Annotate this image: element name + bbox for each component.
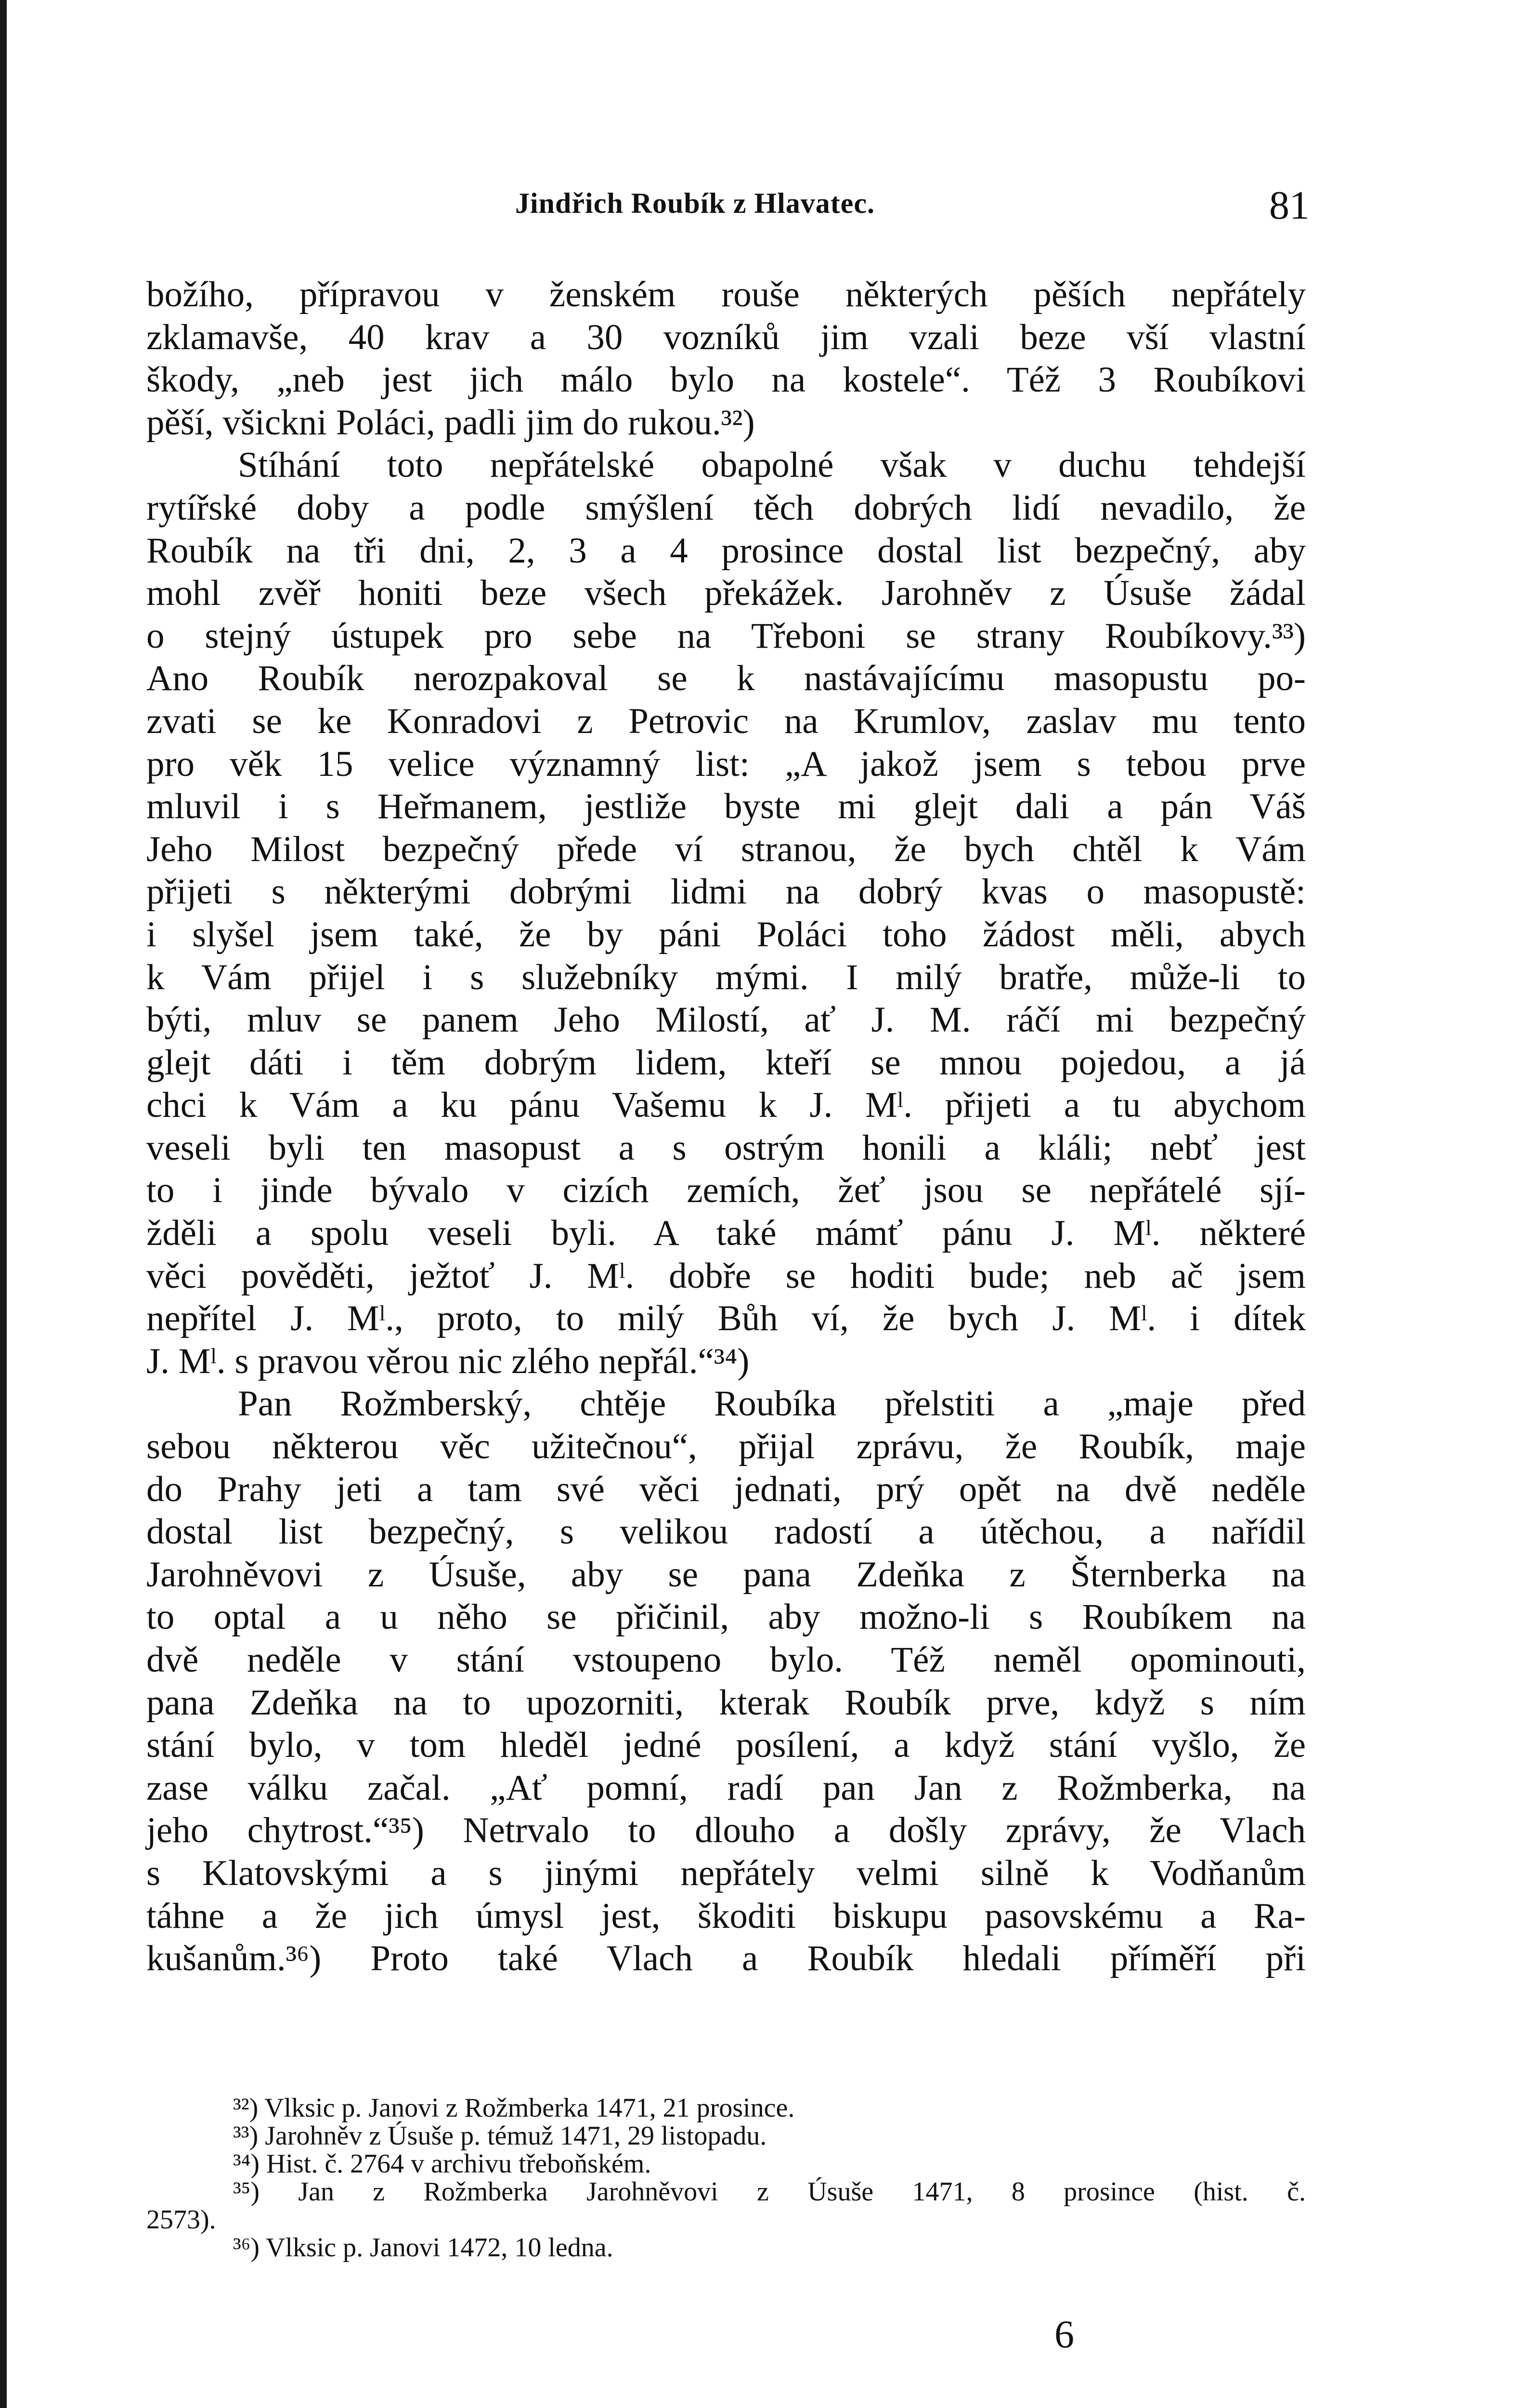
signature-mark: 6 (1054, 2312, 1074, 2356)
text-line: Ano Roubík nerozpakoval se k nastávajícímu masopustu po- (146, 658, 1306, 699)
text-line: rytířské doby a podle smýšlení těch dobrých lidí nevadilo, že (146, 487, 1306, 528)
text-line: pěší, všickni Poláci, padli jim do rukou.³²) (146, 402, 755, 443)
footnotes (146, 2094, 1306, 2262)
text-line: mluvil i s Heřmanem, jestliže byste mi glejt dali a pán Váš (146, 786, 1306, 827)
text-line: mohl zvěř honiti beze všech překážek. Jarohněv z Úsuše žádal (146, 573, 1306, 614)
scan-edge (0, 0, 7, 2408)
text-line: táhne a že jich úmysl jest, škoditi biskupu pasovskému a Ra- (146, 1896, 1306, 1936)
text-line: božího, přípravou v ženském rouše některých pěších nepřátely (146, 275, 1306, 314)
text-line: zvati se ke Konradovi z Petrovic na Krumlov, zaslav mu tento (146, 701, 1306, 741)
text-line: veseli byli ten masopust a s ostrým honili a kláli; nebť jest (146, 1127, 1306, 1168)
footnote: ³³) Jarohněv z Úsuše p. témuž 1471, 29 listopadu. (233, 2121, 767, 2151)
text-line: i slyšel jsem také, že by páni Poláci toho žádost měli, abych (146, 914, 1306, 955)
text-line: dostal list bezpečný, s velikou radostí a útěchou, a nařídil (146, 1512, 1306, 1552)
text-line: pana Zdeňka na to upozorniti, kterak Roubík prve, když s ním (146, 1682, 1306, 1723)
text-line: J. Mˡ. s pravou věrou nic zlého nepřál.“³⁴) (146, 1341, 750, 1381)
text-line: dvě neděle v stání vstoupeno bylo. Též neměl opominouti, (146, 1640, 1306, 1680)
text-line: býti, mluv se panem Jeho Milostí, ať J. M. ráčí mi bezpečný (146, 1000, 1306, 1040)
text-line: přijeti s některými dobrými lidmi na dobrý kvas o masopustě: (146, 872, 1306, 912)
text-line: stání bylo, v tom hleděl jedné posílení, a když stání vyšlo, že (146, 1725, 1306, 1766)
text-line: Jeho Milost bezpečný přede ví stranou, že bych chtěl k Vám (146, 829, 1306, 869)
text-line: jeho chytrost.“³⁵) Netrvalo to dlouho a došly zprávy, že Vlach (146, 1810, 1306, 1851)
text-line: věci pověděti, ježtoť J. Mˡ. dobře se hoditi bude; neb ač jsem (146, 1256, 1306, 1296)
text-line: o stejný ústupek pro sebe na Třeboni se strany Roubíkovy.³³) (146, 615, 1306, 656)
text-line: zklamavše, 40 krav a 30 vozníků jim vzali beze vší vlastní (146, 317, 1306, 357)
text-line: pro věk 15 velice významný list: „A jakož jsem s tebou prve (146, 744, 1306, 784)
text-line: Roubík na tři dni, 2, 3 a 4 prosince dostal list bezpečný, aby (146, 530, 1306, 571)
text-line: glejt dáti i těm dobrým lidem, kteří se mnou pojedou, a já (146, 1042, 1306, 1083)
text-line: s Klatovskými a s jinými nepřátely velmi silně k Vodňanům (146, 1853, 1306, 1893)
text-line: sebou některou věc užitečnou“, přijal zprávu, že Roubík, maje (146, 1426, 1306, 1467)
body-text (146, 274, 1306, 1980)
paragraph-start-line: Pan Rožmberský, chtěje Roubíka přelstiti a „maje před (238, 1384, 1306, 1424)
text-line: chci k Vám a ku pánu Vašemu k J. Mˡ. přijeti a tu abychom (146, 1085, 1306, 1125)
footnote-continuation: 2573). (146, 2205, 216, 2235)
text-line: Jarohněvovi z Úsuše, aby se pana Zdeňka z Šternberka na (146, 1554, 1306, 1595)
text-line: to i jinde bývalo v cizích zemích, žeť jsou se nepřátelé sjí- (146, 1170, 1306, 1211)
text-line: škody, „neb jest jich málo bylo na kostele“. Též 3 Roubíkovi (146, 360, 1306, 400)
paragraph-start-line: Stíhání toto nepřátelské obapolné však v duchu tehdejší (238, 445, 1306, 485)
text-line: do Prahy jeti a tam své věci jednati, prý opět na dvě neděle (146, 1469, 1306, 1509)
text-line: žděli a spolu veseli byli. A také mámť pánu J. Mˡ. některé (146, 1213, 1306, 1254)
footnote: ³⁴) Hist. č. 2764 v archivu třeboňském. (233, 2149, 651, 2179)
running-title: Jindřich Roubík z Hlavatec. (515, 187, 875, 219)
text-line: kušanům.³⁶) Proto také Vlach a Roubík hledali příměří při (146, 1938, 1306, 1979)
footnote: ³⁵) Jan z Rožmberka Jarohněvovi z Úsuše 1471, 8 prosince (hist. č. (233, 2177, 1306, 2207)
footnote: ³⁶) Vlksic p. Janovi 1472, 10 ledna. (233, 2233, 613, 2263)
footnote: ³²) Vlksic p. Janovi z Rožmberka 1471, 21 prosince. (233, 2093, 795, 2123)
running-header (144, 182, 1310, 235)
text-line: k Vám přijel i s služebníky mými. I milý bratře, může-li to (146, 957, 1306, 997)
text-line: zase válku začal. „Ať pomní, radí pan Jan z Rožmberka, na (146, 1767, 1306, 1808)
page-number: 81 (1269, 183, 1310, 228)
text-line: nepřítel J. Mˡ., proto, to milý Bůh ví, že bych J. Mˡ. i dítek (146, 1298, 1306, 1339)
text-line: to optal a u něho se přičinil, aby možno-li s Roubíkem na (146, 1597, 1306, 1637)
